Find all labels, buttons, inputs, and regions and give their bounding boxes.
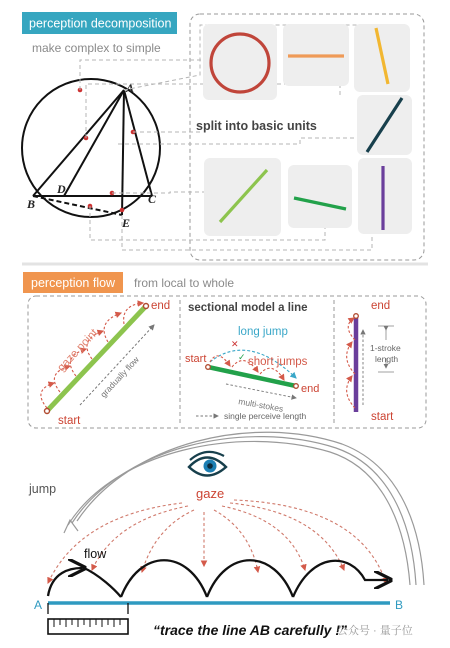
point-label-b: B <box>27 197 36 211</box>
p2-short-jumps-label: short jumps <box>248 356 308 368</box>
p3-start-label: start <box>371 411 394 423</box>
section-perception-decomposition <box>22 12 424 260</box>
section-trace-line <box>28 432 424 638</box>
point-label-c: C <box>148 192 157 206</box>
p1-gaze-point-label: gaze point <box>55 327 101 375</box>
point-label-d: D <box>57 182 66 196</box>
subtitle-local-to-whole: from local to whole <box>134 276 235 290</box>
panel-stroke-length <box>347 300 401 423</box>
p1-gradually-flow-label: gradually flow <box>98 354 141 400</box>
point-a-label: A <box>34 598 43 612</box>
jump-label: jump <box>29 482 57 496</box>
geometry-figure <box>22 79 160 230</box>
watermark-text: 公众号 · 量子位 <box>337 625 413 637</box>
panel-sectional-model <box>185 302 319 421</box>
eye-icon <box>189 452 226 476</box>
p2-legend-label: single perceive length <box>224 411 307 421</box>
tag-label-flow: perception flow <box>31 276 116 290</box>
tag-label: perception decomposition <box>29 16 172 31</box>
quote-text: “trace the line AB carefully !” <box>153 622 347 638</box>
p1-start-label: start <box>58 415 81 427</box>
p2-start-label: start <box>185 353 207 365</box>
p1-end-label: end <box>151 300 171 312</box>
gaze-label: gaze <box>196 486 225 501</box>
split-into-units-label: split into basic units <box>196 119 317 133</box>
p2-long-jump-label: long jump <box>238 326 288 338</box>
subtitle-make-complex: make complex to simple <box>32 41 161 55</box>
p3-end-label: end <box>371 300 391 312</box>
p3-stroke-label-1: 1-stroke <box>370 343 401 353</box>
svg-text:✓: ✓ <box>238 352 246 362</box>
panel-gradual-flow <box>41 300 170 427</box>
svg-text:✕: ✕ <box>231 339 239 349</box>
p3-stroke-label-2: length <box>375 354 399 364</box>
p2-end-label: end <box>301 383 320 395</box>
section-perception-flow <box>23 272 426 428</box>
point-label-e: E <box>122 216 131 230</box>
ruler-icon <box>48 619 128 634</box>
p2-title: sectional model a line <box>188 302 308 314</box>
point-label-a: A <box>126 81 135 95</box>
point-b-label: B <box>395 598 404 612</box>
jump-arcs <box>68 432 424 585</box>
flow-label: flow <box>84 547 107 561</box>
p2-multi-strokes-label: multi-stokes <box>237 396 285 414</box>
gaze-rays <box>48 500 386 583</box>
